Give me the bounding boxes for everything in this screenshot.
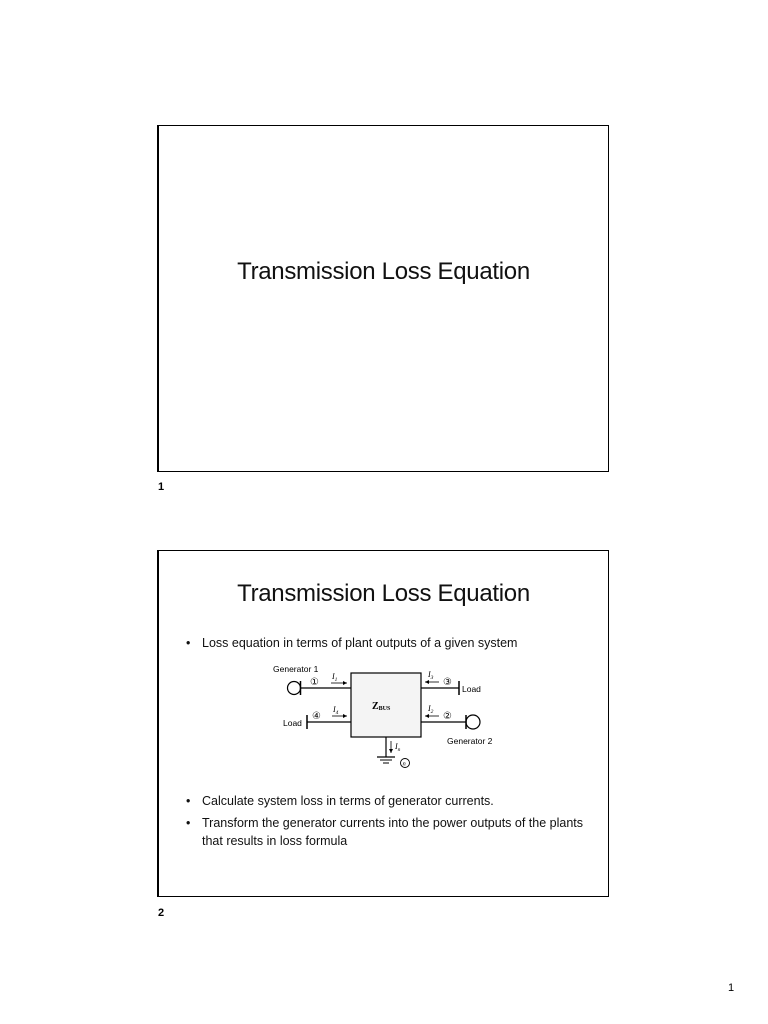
generator-1-icon <box>288 682 301 695</box>
slide-number: 1 <box>158 481 165 493</box>
bullet-item <box>183 814 583 850</box>
current-2-label: $I_2$ <box>428 704 434 715</box>
current-4-label: $I_4$ <box>333 705 339 716</box>
network-diagram <box>267 659 507 775</box>
bullet-text: Transform the generator currents into the power outputs of the plants that results in loss formula <box>202 816 583 848</box>
slide-title: Transmission Loss Equation <box>237 258 530 285</box>
node-3-label: ③ <box>443 677 452 688</box>
node-4-label: ④ <box>312 711 321 722</box>
bullet-item <box>183 792 583 810</box>
zbus-label: ZBUS <box>372 701 391 712</box>
zbus-box <box>351 673 421 737</box>
node-n-label: n <box>402 760 406 768</box>
bullet-text: Loss equation in terms of plant outputs of a given system <box>202 636 518 650</box>
node-2-label: ② <box>443 711 452 722</box>
generator-2-icon <box>466 715 480 729</box>
current-n-label: $I_n$ <box>395 742 401 753</box>
node-1-label: ① <box>310 677 319 688</box>
generator-1-label: Generator 1 <box>273 664 319 674</box>
slide-number: 2 <box>158 907 165 919</box>
current-3-label: $I_3$ <box>428 670 434 681</box>
slide-1 <box>157 125 609 472</box>
generator-2-label: Generator 2 <box>447 736 493 746</box>
slide-title: Transmission Loss Equation <box>237 580 530 607</box>
current-1-label: $I_1$ <box>332 672 338 683</box>
bullet-icon: • <box>186 636 191 650</box>
bullet-item <box>183 634 583 652</box>
bullet-text: Calculate system loss in terms of generator currents. <box>202 794 494 808</box>
page-number: 1 <box>728 982 735 994</box>
slide-2 <box>157 550 609 897</box>
load-label-left: Load <box>283 718 302 728</box>
load-label-right: Load <box>462 684 481 694</box>
bullet-icon: • <box>186 816 191 830</box>
bullet-icon: • <box>186 794 191 808</box>
